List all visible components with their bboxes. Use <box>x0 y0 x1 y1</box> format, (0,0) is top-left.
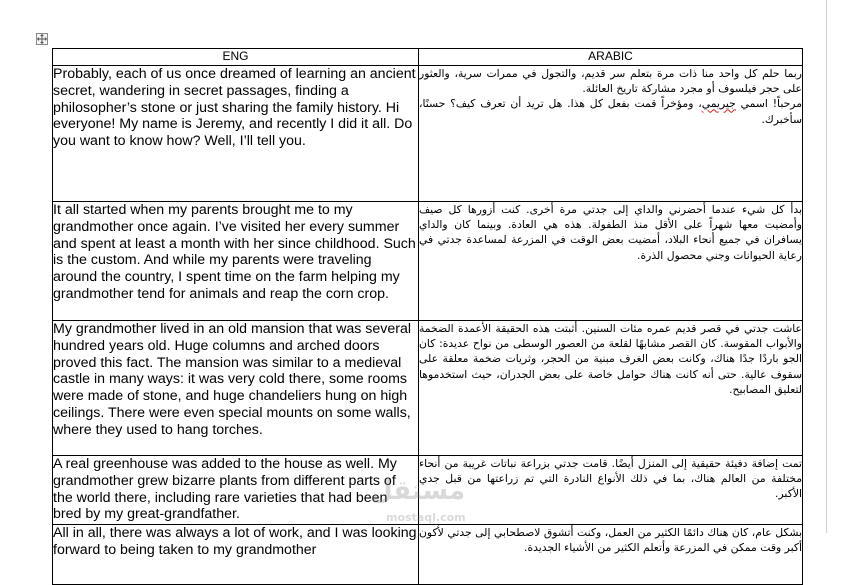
misspelled-word: جيريمي <box>701 97 736 111</box>
watermark-url: mostaql.com <box>386 511 466 524</box>
table-row <box>53 66 803 202</box>
translation-table <box>52 48 803 585</box>
table-row <box>53 525 803 585</box>
arabic-cell[interactable]: تمت إضافة دفيئة حقيقية إلى المنزل أيضًا. قامت جدتي بزراعة نباتات غريبة من أنحاء مختلفة من العالم هناك، بما في ذلك الأنواع النادرة التي تم زراعتها من قبل جدي الأكبر. <box>419 456 803 525</box>
arabic-paragraph: مرحباً! اسمي جيريمي، ومؤخراً قمت بفعل كل هذا. هل تريد أن تعرف كيف؟ حسنًا، سأخبرك. <box>419 97 802 126</box>
arabic-cell[interactable]: بدأ كل شيء عندما أحضرني والداي إلى جدتي مرة أخرى. كنت أزورها كل صيف وأمضيت معها شهراً على الأقل منذ الطفولة. هذه هي العادة. وبينما كان والداي يسافران في جميع أنحاء البلاد، أمضيت بعض الوقت في المزرعة لمساعدة جدتي في رعاية الحيوانات وجني محصول الذرة. <box>419 202 803 321</box>
eng-cell[interactable]: My grandmother lived in an old mansion that was several hundred years old. Huge columns and arched doors proved this fact. The mansion was similar to a medieval castle in many ways: it was very cold there, some rooms were made of stone, and huge chandeliers hung on high ceilings. There were even special mounts on some walls, where they used to hang torches. <box>53 321 419 456</box>
arabic-cell[interactable]: بشكل عام، كان هناك دائمًا الكثير من العمل، وكنت أتشوق لاصطحابي إلى جدتي لأكون أكبر وقت ممكن في المزرعة وأتعلم الكثير من الأشياء الجديدة. <box>419 525 803 585</box>
eng-cell[interactable]: A real greenhouse was added to the house as well. My grandmother grew bizarre plants from different parts of the world there, including rare varieties that had been bred by my great-grandfather. <box>53 456 419 525</box>
table-move-handle-icon[interactable] <box>36 33 48 45</box>
eng-cell[interactable]: It all started when my parents brought me to my grandmother once again. I’ve visited her every summer and spent at least a month with her since childhood. Such is the custom. And while my parents were traveling around the country, I spent time on the farm helping my grandmother tend for animals and reap the corn crop. <box>53 202 419 321</box>
header-arabic[interactable]: ARABIC <box>419 49 803 66</box>
table-row <box>53 321 803 456</box>
eng-cell[interactable]: All in all, there was always a lot of work, and I was looking forward to being taken to my grandmother <box>53 525 419 585</box>
eng-cell[interactable]: Probably, each of us once dreamed of learning an ancient secret, wandering in secret passages, finding a philosopher’s stone or just sharing the family history. Hi everyone! My name is Jeremy, and recently I did it all. Do you want to know how? Well, I’ll tell you. <box>53 66 419 202</box>
watermark-logo-text: مستقل <box>370 476 466 506</box>
table-row <box>53 202 803 321</box>
arabic-paragraph: ربما حلم كل واحد منا ذات مرة بتعلم سر قديم، والتجول في ممرات سرية، والعثور على حجر فيلسوف أو مجرد مشاركة تاريخ العائلة. <box>419 67 802 96</box>
page-edge <box>826 0 827 533</box>
table-row <box>53 456 803 525</box>
table-header-row <box>53 49 803 66</box>
header-eng[interactable]: ENG <box>53 49 419 66</box>
arabic-cell[interactable] <box>419 66 803 202</box>
arabic-cell[interactable]: عاشت جدتي في قصر قديم عمره مئات السنين. أثبتت هذه الحقيقة الأعمدة الضخمة والأبواب المقوسة. كان القصر مشابهًا لقلعة من العصور الوسطى من نواح عديدة: كان الجو باردًا جدًا هناك، وكانت بعض الغرف مبنية من الحجر، وثريات ضخمة معلقة على سقوف عالية. حتى أنه كانت هناك حوامل خاصة على بعض الجدران، حيث استخدموها لتعليق المصابيح. <box>419 321 803 456</box>
